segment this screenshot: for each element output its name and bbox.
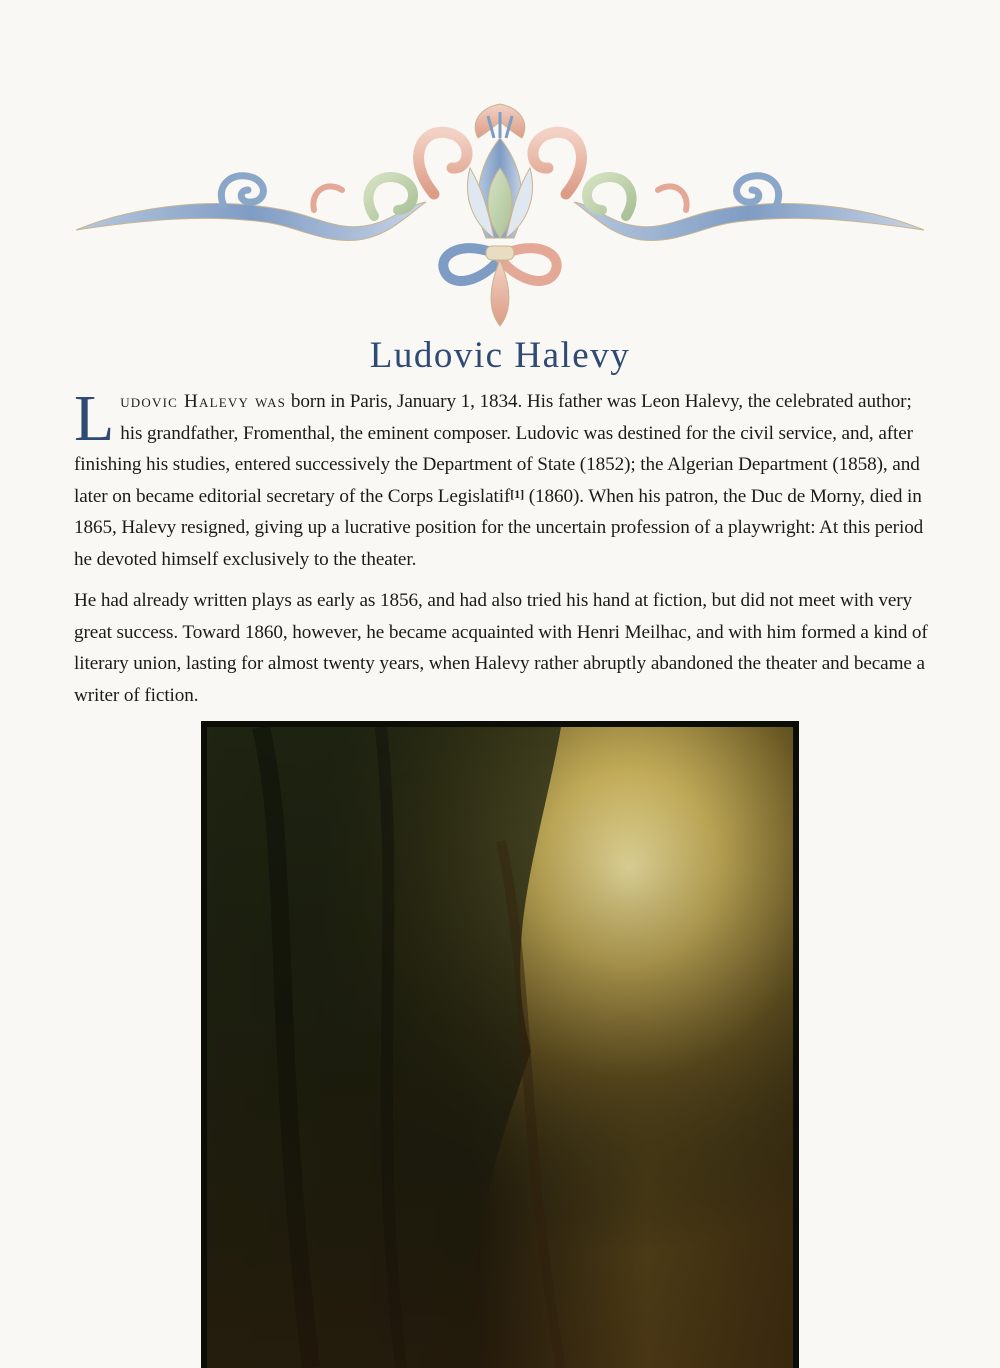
forest-landscape-painting — [201, 721, 799, 1368]
paragraph-1-text-a: born in Paris, January 1, 1834. His father was Leon Halevy, the celebrated author; his grandfather, Fromenthal, the eminent composer. Ludovic was destined for the civil service, and, after finishing his studies, entered successively the Department of State (1852); the Algerian Department (1858), and later on became editorial secretary of the Corps Legislatif — [74, 391, 920, 507]
floral-scroll-ornament — [74, 98, 926, 334]
lead-in: udovic Halevy was — [120, 391, 287, 412]
paragraph-2: He had already written plays as early as 1856, and had also tried his hand at fiction, but did not meet with very great success. Toward 1860, however, he became acquainted with Henri Meilhac, and with him formed a kind of literary union, lasting for almost twenty years, when Halevy rather abruptly abandoned the theater and became a writer of fiction. — [74, 590, 928, 706]
drop-cap: L — [74, 382, 115, 455]
paragraph-1 — [74, 382, 930, 575]
page-title: Ludovic Halevy — [369, 335, 631, 376]
paragraph-1-text-b: (1860). When his patron, the Duc de Morny, died in 1865, Halevy resigned, giving up a lucrative position for the uncertain profession of a playwright: At this period he devoted himself exclusively to the theater. — [74, 485, 924, 570]
article-body — [74, 382, 930, 721]
footnote-link[interactable]: [1] — [510, 486, 524, 501]
